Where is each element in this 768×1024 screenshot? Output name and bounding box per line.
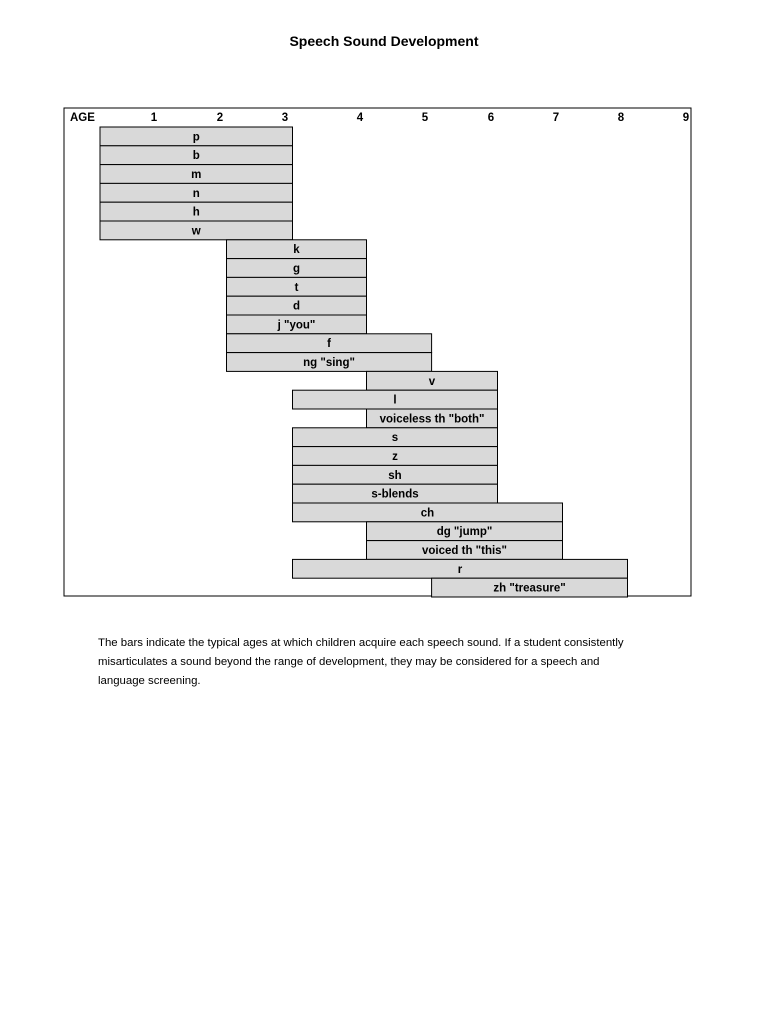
bar-label: f: [327, 338, 331, 351]
bar-label: b: [192, 150, 200, 163]
bar-label: k: [293, 244, 300, 257]
bar-label: ch: [420, 507, 435, 520]
bar-label: voiced th "this": [421, 545, 508, 557]
bar-label: p: [192, 131, 200, 144]
bar-label: g: [292, 263, 301, 275]
bar-label: dg "jump": [436, 526, 493, 539]
bar-label: voiceless th "both": [379, 413, 485, 426]
bar-label: ng "sing": [303, 357, 355, 369]
tick-label: 6: [487, 112, 495, 124]
bar-label: r: [457, 563, 463, 576]
tick-label: 4: [356, 112, 364, 124]
bar-label: l: [393, 394, 397, 407]
tick-label: 7: [552, 112, 560, 124]
bar-label: zh "treasure": [493, 582, 566, 595]
tick-label: 8: [617, 112, 625, 124]
footnote-text: The bars indicate the typical ages at which children acquire each speech sound. If a student consistently misarticulates a sound beyond the range of development, they may be considered for a speech and language screening.: [98, 637, 624, 687]
axis-label-age: AGE: [70, 112, 95, 124]
tick-label: 3: [281, 112, 289, 124]
tick-label: 9: [682, 112, 690, 124]
bar-label: s-blends: [371, 488, 419, 501]
tick-label: 5: [421, 112, 429, 124]
bar-label: j "you": [277, 319, 316, 332]
tick-label: 1: [150, 112, 158, 124]
bar-label: v: [428, 375, 436, 388]
bar-label: n: [192, 187, 200, 200]
bar-label: m: [191, 169, 202, 181]
bar-label: h: [192, 206, 200, 219]
tick-label: 2: [216, 112, 224, 124]
bar-label: w: [191, 225, 201, 238]
page-title: Speech Sound Development: [289, 33, 479, 49]
bar-label: s: [391, 432, 399, 445]
bar-label: z: [392, 451, 398, 463]
bar-label: d: [292, 300, 301, 313]
bar-label: sh: [388, 469, 402, 482]
bars-group: [100, 127, 628, 597]
age-axis: [70, 112, 689, 124]
bar-label: t: [294, 281, 299, 294]
